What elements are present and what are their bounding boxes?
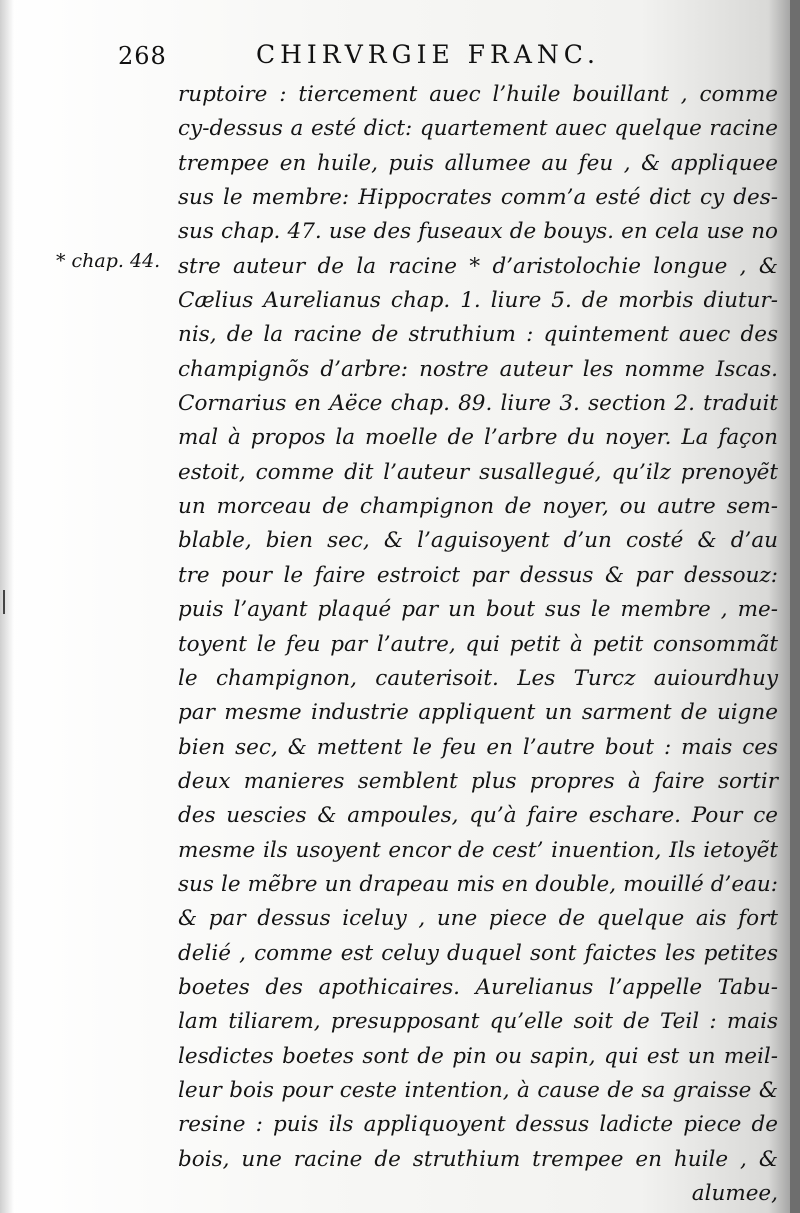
text-line: un morceau de champignon de noyer, ou autre sem- [178, 494, 778, 520]
text-line: le champignon, cauterisoit. Les Turcz auiourdhuy [178, 665, 778, 691]
text-line: & par dessus iceluy , une piece de quelque ais fort [178, 906, 778, 932]
text-line: delié , comme est celuy duquel sont faictes les petites [178, 940, 778, 966]
text-line: nis, de la racine de struthium : quintement auec des [178, 322, 778, 348]
text-line: sus chap. 47. use des fuseaux de bouys. en cela use no [178, 219, 778, 245]
text-line: toyent le feu par l’autre, qui petit à petit consommãt [178, 631, 778, 657]
margin-note: * chap. 44. [56, 250, 161, 272]
text-line: champignõs d’arbre: nostre auteur les nomme Iscas. [178, 356, 778, 382]
text-line: trempee en huile, puis allumee au feu , & appliquee [178, 150, 778, 176]
text-line: puis l’ayant plaqué par un bout sus le membre , me- [178, 597, 778, 623]
catchword: alumee, [691, 1181, 778, 1206]
text-line: resine : puis ils appliquoyent dessus ladicte piece de [178, 1112, 778, 1138]
text-line: des uescies & ampoules, qu’à faire eschare. Pour ce [178, 803, 778, 829]
text-line: par mesme industrie appliquent un sarment de uigne [178, 700, 778, 726]
margin-mark [3, 590, 5, 614]
text-line: deux manieres semblent plus propres à faire sortir [178, 768, 778, 794]
text-line: lam tiliarem, presupposant qu’elle soit de Teil : mais [178, 1009, 778, 1035]
running-head: CHIRVRGIE FRANC. [256, 40, 600, 69]
text-line: blable, bien sec, & l’aguisoyent d’un costé & d’au [178, 528, 778, 554]
text-line: sus le membre: Hippocrates comm’a esté dict cy des- [178, 185, 778, 211]
page-number: 268 [118, 42, 167, 70]
text-line: estoit, comme dit l’auteur susallegué, qu’ilz prenoyẽt [178, 459, 778, 485]
text-line: cy-dessus a esté dict: quartement auec quelque racine [178, 116, 778, 142]
text-line: mal à propos la moelle de l’arbre du noyer. La façon [178, 425, 778, 451]
text-line: ruptoire : tiercement auec l’huile bouillant , comme [178, 82, 778, 107]
text-line: leur bois pour ceste intention, à cause de sa graisse & [178, 1077, 778, 1103]
text-line: boetes des apothicaires. Aurelianus l’appelle Tabu- [178, 974, 778, 1000]
page-header [0, 38, 800, 78]
text-line: sus le mẽbre un drapeau mis en double, mouillé d’eau: [178, 871, 778, 897]
text-line: mesme ils usoyent encor de cest’ inuention, Ils ietoyẽt [178, 837, 778, 863]
text-line: Cornarius en Aëce chap. 89. liure 3. section 2. traduit [178, 391, 778, 417]
text-line: Cælius Aurelianus chap. 1. liure 5. de morbis diutur- [178, 288, 778, 314]
text-line: lesdictes boetes sont de pin ou sapin, qui est un meil- [178, 1043, 778, 1069]
page-edge-shadow [790, 0, 800, 1213]
text-line: tre pour le faire estroict par dessus & par dessouz: [178, 562, 778, 588]
text-line: bien sec, & mettent le feu en l’autre bout : mais ces [178, 734, 778, 760]
body-text [178, 78, 778, 1211]
text-line: bois, une racine de struthium trempee en huile , & [178, 1146, 778, 1172]
text-line: stre auteur de la racine * d’aristolochie longue , & [178, 253, 778, 279]
